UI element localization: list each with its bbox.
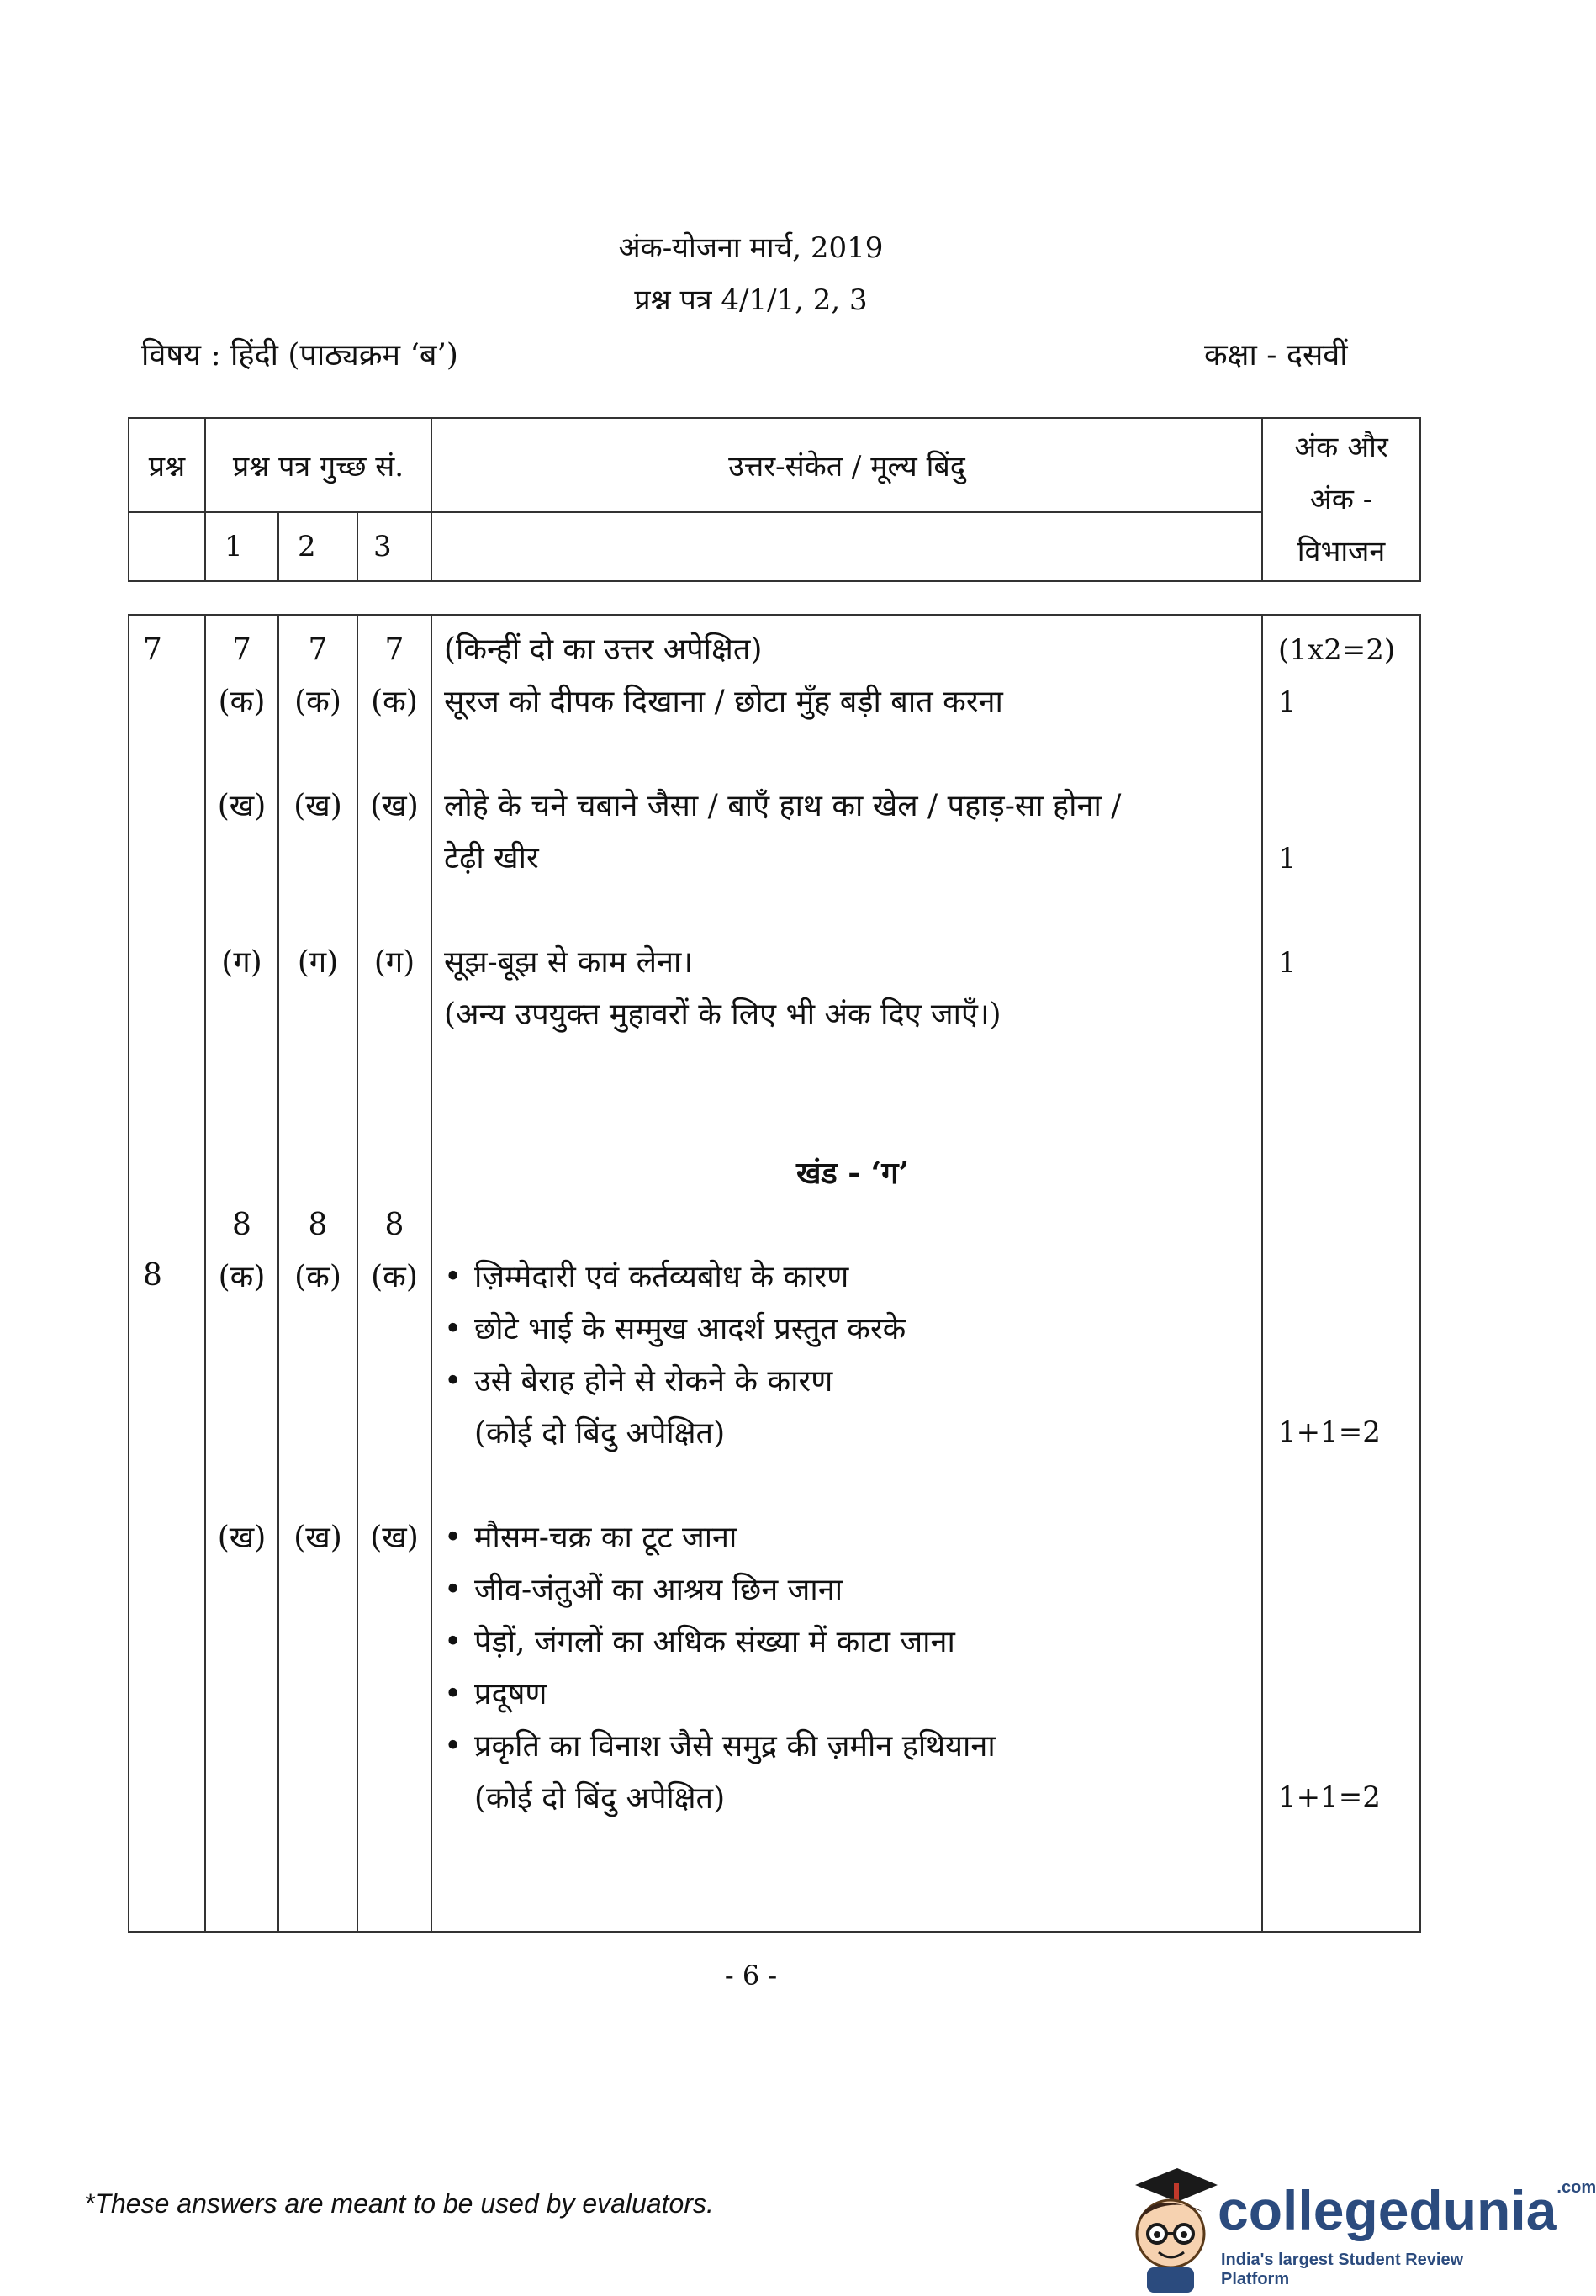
q7-note: (अन्य उपयुक्त मुहावरों के लिए भी अंक दिए जाएँ।): [444, 997, 1001, 1032]
set-1-q7-ka: (क): [218, 685, 266, 719]
q8-ka-point-1: • ज़िम्मेदारी एवं कर्तव्यबोध के कारण: [444, 1251, 1261, 1304]
set-2-q7-kha: (ख): [293, 789, 342, 823]
set-1-q8-kha: (ख): [217, 1521, 267, 1555]
set-3-q8-kha: (ख): [370, 1521, 419, 1555]
q7-ga-marks: 1: [1278, 946, 1297, 980]
set-3-q8-ka: (क): [371, 1260, 418, 1294]
q8-kha-note: (कोई दो बिंदु अपेक्षित): [474, 1781, 726, 1816]
set-3-q7-ga: (ग): [373, 945, 415, 980]
question-number-8: 8: [143, 1258, 162, 1293]
class-label: कक्षा - दसवीं: [1204, 338, 1348, 373]
mascot-logo: [1118, 2153, 1219, 2293]
set-3-column: [357, 615, 431, 1932]
marks-column: [1262, 615, 1420, 1932]
set-2-column: [278, 615, 357, 1932]
table-header: [128, 417, 1421, 582]
marks-header-line-1: अंक और: [1294, 431, 1388, 464]
set-number-1: 1: [205, 512, 278, 581]
set-1-column: [205, 615, 278, 1932]
set-3-q7-kha: (ख): [370, 789, 419, 823]
q8-ka-marks: 1+1=2: [1278, 1415, 1381, 1449]
q8-kha-point-1: • मौसम-चक्र का टूट जाना: [444, 1512, 1261, 1564]
set-2-q7: 7: [308, 632, 328, 667]
brand-suffix: .com: [1556, 2178, 1596, 2197]
q7-intro-marks: (1x2=2): [1278, 633, 1396, 667]
set-3-q7-ka: (क): [371, 685, 418, 719]
q7-intro: (किन्हीं दो का उत्तर अपेक्षित): [444, 632, 763, 667]
set-1-q8-ka: (क): [218, 1260, 266, 1294]
q8-kha-marks: 1+1=2: [1278, 1780, 1381, 1814]
q8-ka-point-3: • उसे बेराह होने से रोकने के कारण: [444, 1356, 1261, 1408]
q7-answer-kha-line-2: टेढ़ी खीर: [444, 841, 539, 876]
page-number: - 6 -: [724, 1960, 778, 1992]
marks-header-line-2: अंक -: [1309, 483, 1373, 516]
q7-ka-marks: 1: [1278, 685, 1297, 719]
set-2-q8: 8: [308, 1208, 328, 1242]
marks-header-line-3: विभाजन: [1297, 535, 1386, 569]
doc-title: अंक-योजना मार्च, 2019: [618, 231, 884, 265]
q8-ka-note: (कोई दो बिंदु अपेक्षित): [474, 1416, 726, 1451]
set-2-q7-ga: (ग): [297, 945, 339, 980]
set-3-q8: 8: [384, 1208, 404, 1242]
question-number-column: [129, 615, 205, 1932]
brand-name: collegedunia: [1218, 2179, 1557, 2241]
q7-answer-ga: सूझ-बूझ से काम लेना।: [444, 945, 694, 980]
col-answer-header: उत्तर-संकेत / मूल्य बिंदु: [431, 418, 1262, 512]
set-2-q7-ka: (क): [294, 685, 341, 719]
q8-kha-point-5: • प्रकृति का विनाश जैसे समुद्र की ज़मीन हथियाना: [444, 1721, 1261, 1773]
section-title: खंड - ‘ग’: [795, 1156, 910, 1191]
subject: विषय : हिंदी (पाठ्यक्रम ‘ब’): [141, 338, 458, 373]
q8-kha-point-3: • पेड़ों, जंगलों का अधिक संख्या में काटा जाना: [444, 1616, 1261, 1669]
answer-table: [128, 614, 1421, 1933]
col-question-header: प्रश्न: [129, 418, 205, 512]
q7-kha-marks: 1: [1278, 842, 1297, 876]
set-1-q7-kha: (ख): [217, 789, 267, 823]
q8-kha-point-2: • जीव-जंतुओं का आश्रय छिन जाना: [444, 1564, 1261, 1616]
blank-cell: [129, 512, 205, 581]
set-number-2: 2: [278, 512, 357, 581]
q8-kha-point-4: • प्रदूषण: [444, 1669, 1261, 1721]
brand-tagline: India's largest Student Review Platform: [1221, 2251, 1464, 2288]
set-number-3: 3: [357, 512, 431, 581]
set-3-q7: 7: [384, 632, 404, 667]
col-marks-header: [1262, 418, 1420, 581]
mascot-icon: [1118, 2153, 1219, 2293]
set-1-q7-ga: (ग): [221, 945, 262, 980]
answer-column: [431, 615, 1262, 1932]
paper-code: प्रश्न पत्र 4/1/1, 2, 3: [634, 283, 868, 317]
q7-answer-kha-line-1: लोहे के चने चबाने जैसा / बाएँ हाथ का खेल / पहाड़-सा होना /: [444, 789, 1122, 823]
q7-answer-ka: सूरज को दीपक दिखाना / छोटा मुँह बड़ी बात करना: [444, 685, 1003, 719]
set-2-q8-kha: (ख): [293, 1521, 342, 1555]
footer-note: *These answers are meant to be used by evaluators.: [84, 2188, 714, 2219]
blank-cell: [431, 512, 1262, 581]
question-number-7: 7: [143, 632, 162, 667]
set-2-q8-ka: (क): [294, 1260, 341, 1294]
col-set-header: प्रश्न पत्र गुच्छ सं.: [205, 418, 431, 512]
set-1-q8: 8: [232, 1208, 251, 1242]
brand-wordmark: [1218, 2178, 1596, 2242]
set-1-q7: 7: [232, 632, 251, 667]
q8-ka-point-2: • छोटे भाई के सम्मुख आदर्श प्रस्तुत करके: [444, 1304, 1261, 1356]
